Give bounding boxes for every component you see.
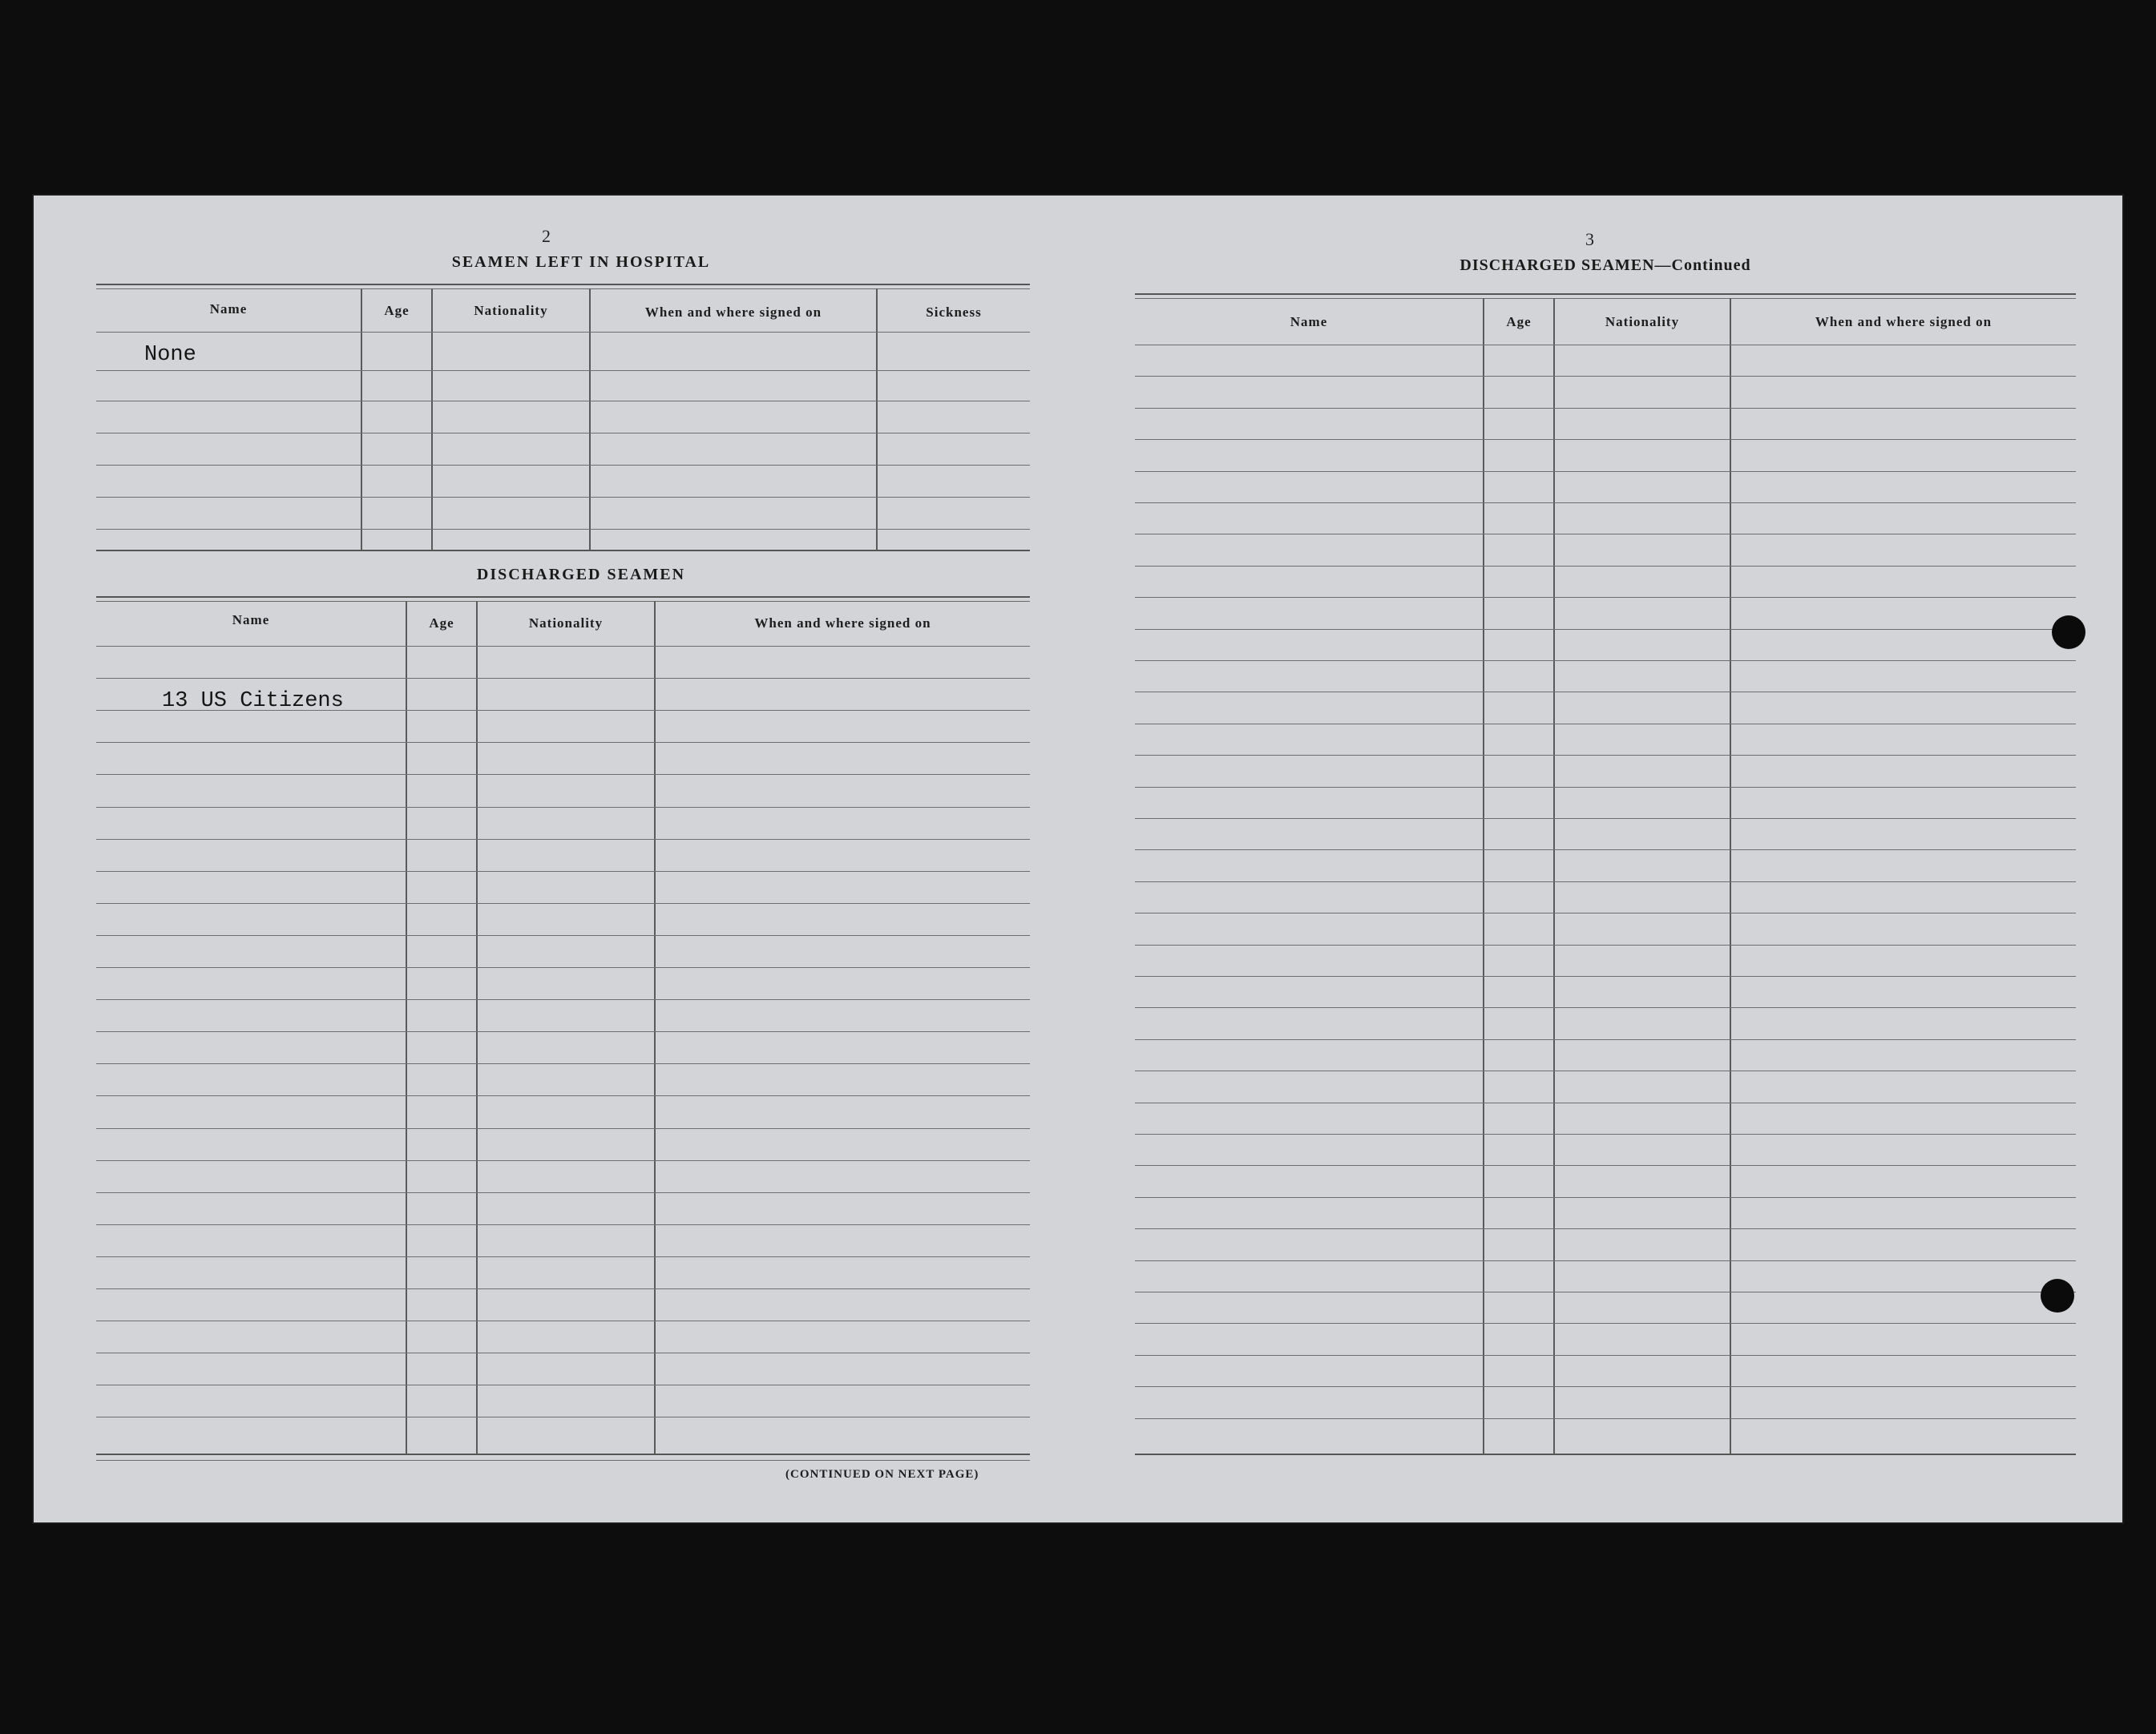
discharged-continued-title: DISCHARGED SEAMEN—Continued bbox=[1460, 256, 1751, 274]
left-page-number: 2 bbox=[542, 226, 551, 246]
discharged-col-name: Name bbox=[232, 612, 270, 627]
right-col-age: Age bbox=[1506, 314, 1532, 329]
continued-footer: (CONTINUED ON NEXT PAGE) bbox=[785, 1468, 979, 1481]
discharged-entry: 13 US Citizens bbox=[162, 689, 344, 713]
hospital-col-sickness: Sickness bbox=[926, 304, 982, 320]
discharged-section-title: DISCHARGED SEAMEN bbox=[476, 566, 686, 583]
hospital-col-signed-on: When and where signed on bbox=[644, 304, 822, 320]
right-col-name: Name bbox=[1290, 314, 1328, 329]
discharged-col-signed-on: When and where signed on bbox=[754, 615, 931, 631]
discharged-col-nationality: Nationality bbox=[528, 615, 604, 631]
punch-hole-top bbox=[2052, 615, 2085, 649]
hospital-entry: None bbox=[144, 343, 196, 367]
hospital-col-nationality: Nationality bbox=[474, 303, 548, 318]
document-sheet bbox=[32, 194, 2124, 1524]
right-page-number: 3 bbox=[1585, 229, 1594, 249]
discharged-col-age: Age bbox=[429, 615, 454, 631]
hospital-section-title: SEAMEN LEFT IN HOSPITAL bbox=[451, 253, 711, 271]
right-col-signed-on: When and where signed on bbox=[1815, 314, 1992, 329]
hospital-col-age: Age bbox=[384, 303, 410, 318]
hospital-col-name: Name bbox=[209, 301, 248, 317]
right-col-nationality: Nationality bbox=[1605, 314, 1680, 329]
punch-hole-bottom bbox=[2041, 1279, 2074, 1313]
